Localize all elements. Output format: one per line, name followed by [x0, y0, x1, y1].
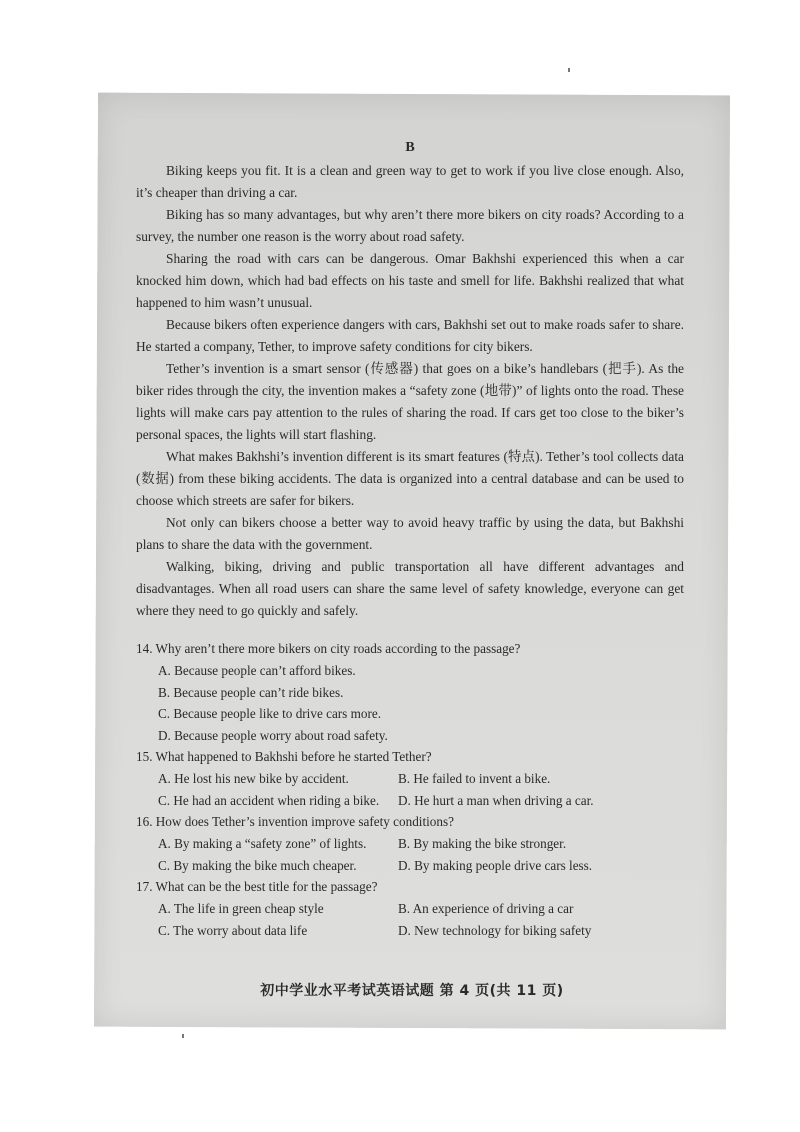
option-row [158, 898, 684, 920]
option-d: D. Because people worry about road safety. [158, 727, 388, 743]
passage-paragraph: Because bikers often experience dangers with cars, Bakhshi set out to make roads safer to share. He started a company, Tether, to improve safety conditions for city bikers. [136, 317, 684, 354]
passage-paragraph: Tether’s invention is a smart sensor (传感器) that goes on a bike’s handlebars (把手). As the biker rides through the city, the invention makes a “safety zone (地带)” of lights onto the road. These lights will make cars pay attention to the rules of sharing the road. If cars get too close to the biker’s personal spaces, the lights will start flashing. [136, 361, 684, 442]
question-stem: 16. How does Tether’s invention improve safety conditions? [136, 814, 454, 829]
option-row [158, 920, 684, 942]
passage-paragraph: Not only can bikers choose a better way to avoid heavy traffic by using the data, but Bakhshi plans to share the data with the government. [136, 515, 684, 552]
question-16 [136, 811, 684, 876]
option-row [158, 855, 684, 877]
section-letter: B [405, 140, 415, 155]
question-options [158, 833, 684, 876]
paper-speck [182, 1034, 184, 1038]
question-options [158, 898, 684, 941]
option-c: C. Because people like to drive cars more. [158, 706, 382, 721]
option-c: C. The worry about data life [158, 922, 308, 938]
option-b: B. By making the bike stronger. [398, 836, 567, 851]
question-14 [136, 638, 684, 746]
option-b: B. An experience of driving a car [398, 901, 574, 916]
option-c: C. By making the bike much cheaper. [158, 857, 357, 873]
option-row [158, 833, 684, 855]
option-b: B. Because people can’t ride bikes. [158, 684, 344, 700]
paper-speck [568, 68, 570, 72]
question-list [136, 638, 684, 941]
option-row [158, 790, 684, 812]
question-17 [136, 876, 684, 941]
option-a: A. He lost his new bike by accident. [158, 771, 349, 786]
option-d: D. New technology for biking safety [398, 922, 592, 938]
option-c: C. He had an accident when riding a bike. [158, 792, 380, 808]
question-options [158, 660, 684, 746]
option-a: A. The life in green cheap style [158, 901, 324, 916]
option-a: A. By making a “safety zone” of lights. [158, 836, 367, 851]
exam-page-content [136, 140, 684, 941]
option-d: D. By making people drive cars less. [398, 857, 593, 873]
option-row [158, 768, 684, 790]
passage-paragraph: Walking, biking, driving and public transportation all have different advantages and disadvantages. When all road users can share the same level of safety knowledge, everyone can get where they need to go quickly and safely. [136, 559, 684, 618]
passage-paragraph: Biking has so many advantages, but why aren’t there more bikers on city roads? According to a survey, the number one reason is the worry about road safety. [136, 207, 684, 244]
question-stem: 17. What can be the best title for the passage? [136, 879, 378, 894]
question-15 [136, 746, 684, 811]
question-options [158, 768, 684, 811]
passage-paragraph: Sharing the road with cars can be dangerous. Omar Bakhshi experienced this when a car knocked him down, which had bad effects on his taste and smell for life. Bakhshi realized that what happened to him wasn’t unusual. [136, 251, 684, 310]
option-d: D. He hurt a man when driving a car. [398, 792, 594, 808]
option-b: B. He failed to invent a bike. [398, 771, 551, 786]
passage-paragraph: Biking keeps you fit. It is a clean and green way to get to work if you live close enough. Also, it’s cheaper than driving a car. [136, 163, 684, 200]
question-stem: 15. What happened to Bakhshi before he started Tether? [136, 749, 432, 764]
passage [136, 160, 684, 622]
passage-paragraph: What makes Bakhshi’s invention different is its smart features (特点). Tether’s tool collects data (数据) from these biking accidents. The data is organized into a central database and can be used to choose which streets are safer for bikers. [136, 449, 684, 508]
question-stem: 14. Why aren’t there more bikers on city roads according to the passage? [136, 641, 521, 656]
option-a: A. Because people can’t afford bikes. [158, 663, 356, 678]
page-footer: 初中学业水平考试英语试题 第 4 页(共 11 页) [260, 983, 564, 999]
